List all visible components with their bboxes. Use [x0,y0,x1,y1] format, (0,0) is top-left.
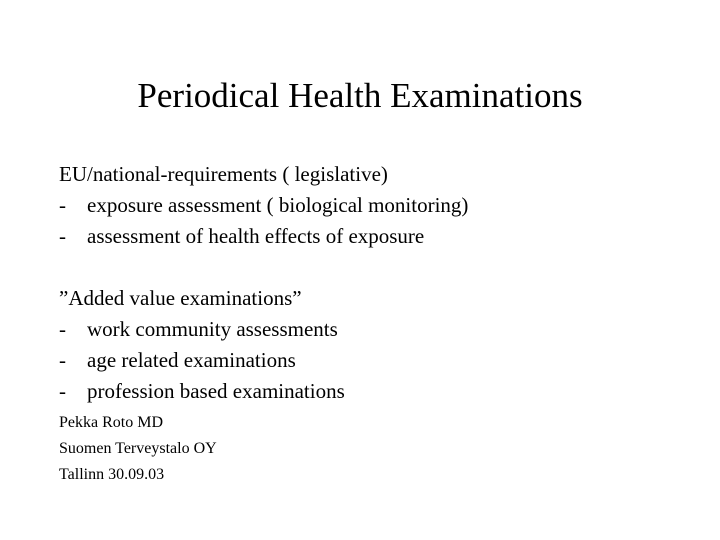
bullet-dash: - [59,224,66,248]
bullet-text: exposure assessment ( biological monitoring) [87,193,469,217]
bullet-text: assessment of health effects of exposure [87,224,425,248]
section-eu-requirements [59,159,468,252]
section-heading: ”Added value examinations” [59,286,302,310]
bullet-text: age related examinations [87,348,296,372]
bullet-dash: - [59,193,66,217]
bullet-item [59,345,345,376]
bullet-item [59,190,468,221]
bullet-item [59,376,345,407]
bullet-dash: - [59,379,66,403]
bullet-text: work community assessments [87,317,338,341]
bullet-dash: - [59,348,66,372]
footer-organization: Suomen Terveystalo OY [59,440,217,457]
footer-author: Pekka Roto MD [59,414,163,431]
section-heading: EU/national-requirements ( legislative) [59,162,388,186]
section-added-value [59,283,345,407]
slide-title: Periodical Health Examinations [137,76,583,115]
slide-footer [59,410,217,488]
bullet-item [59,314,345,345]
bullet-dash: - [59,317,66,341]
bullet-item [59,221,468,252]
bullet-text: profession based examinations [87,379,345,403]
footer-place-date: Tallinn 30.09.03 [59,466,165,483]
